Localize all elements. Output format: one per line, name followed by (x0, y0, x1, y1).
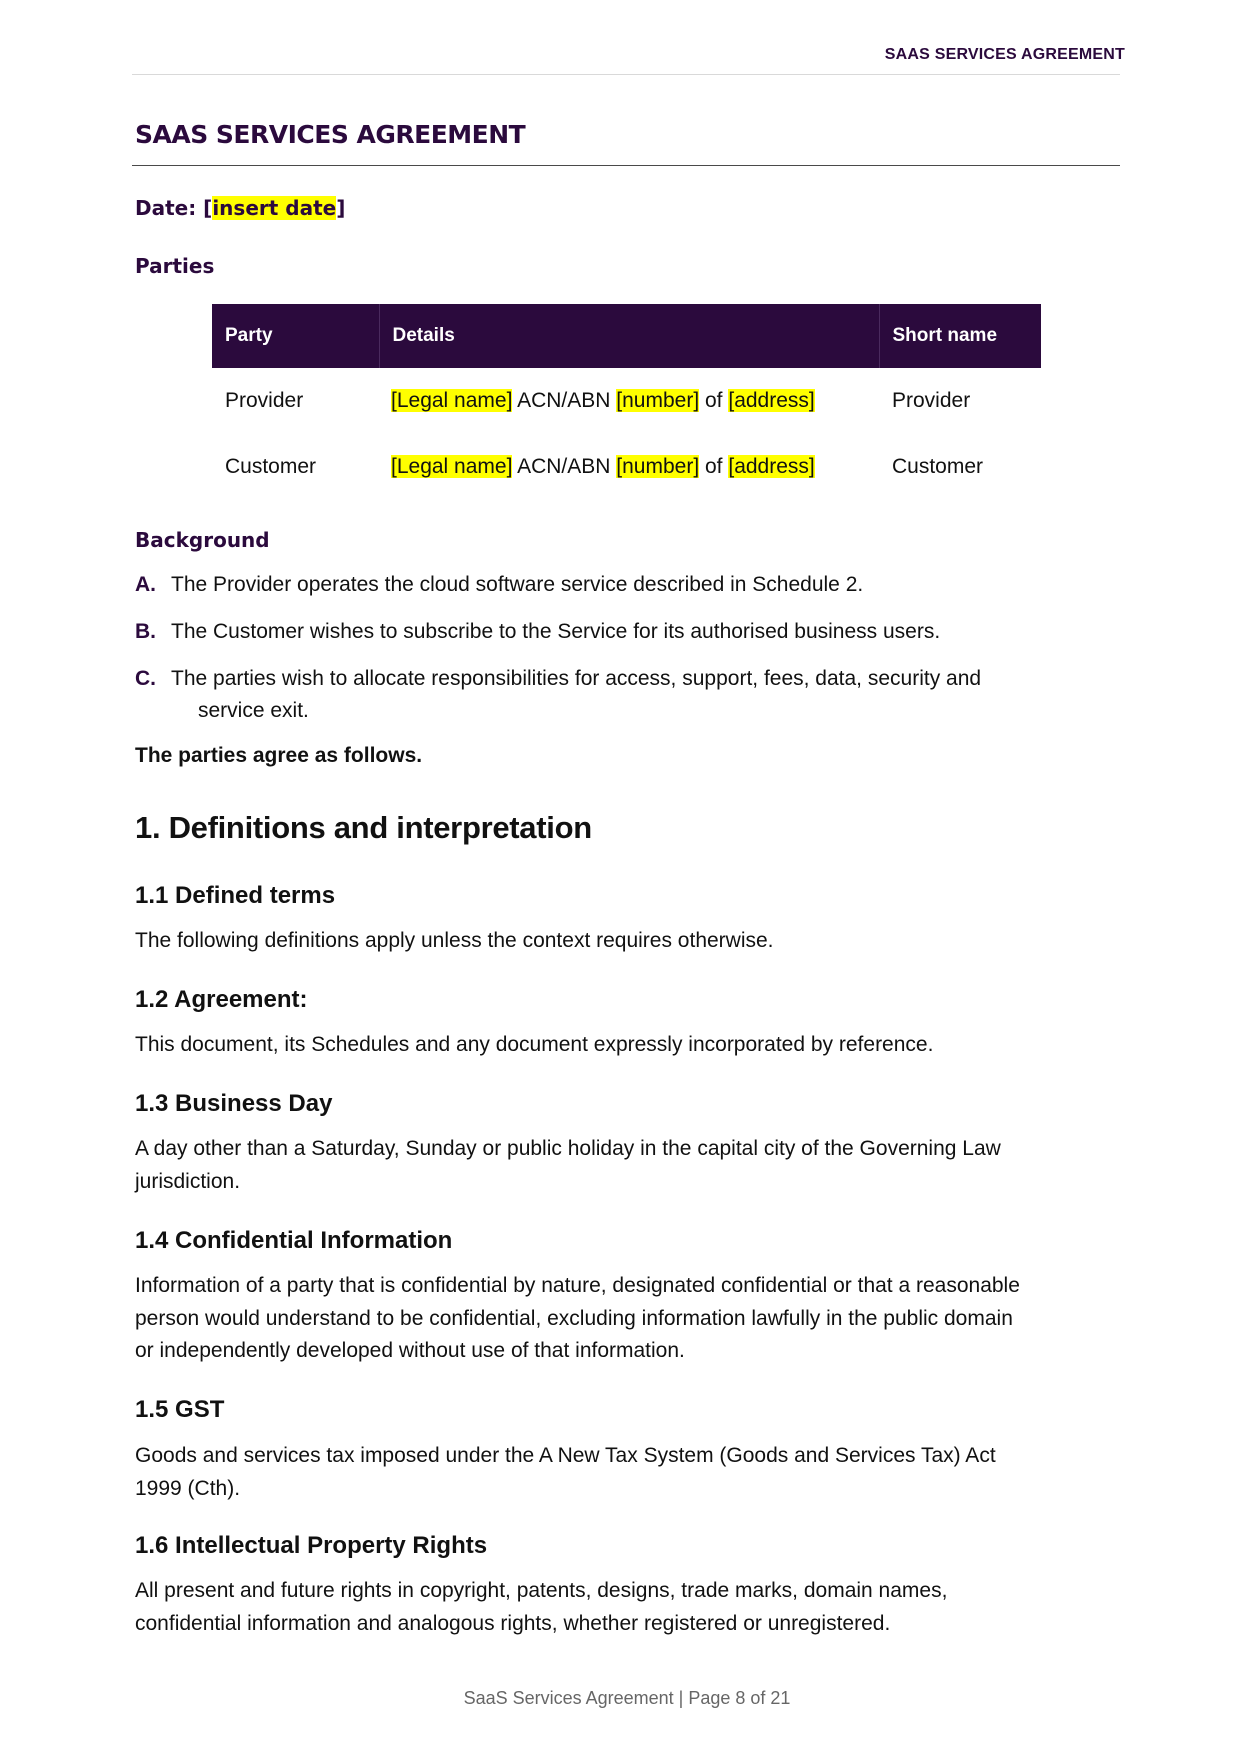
parties-heading: Parties (135, 254, 215, 278)
agreement-intro: The parties agree as follows. (135, 744, 423, 767)
clause-heading: 1.2 Agreement: (135, 986, 308, 1013)
clause-line: The following definitions apply unless the context requires otherwise. (135, 929, 774, 952)
clause-heading: 1.1 Defined terms (135, 882, 336, 909)
running-header: SAAS SERVICES AGREEMENT (884, 46, 1125, 63)
parties-table (212, 304, 1041, 500)
recital-letter: C. (135, 667, 156, 690)
recital-item (135, 569, 1095, 601)
clause-line: Goods and services tax imposed under the A New Tax System (Goods and Services Tax) Act (135, 1444, 996, 1467)
party-cell: Customer (225, 455, 317, 478)
recital-letter: B. (135, 620, 156, 643)
column-header-details: Details (379, 304, 879, 368)
table-header-row (212, 304, 1041, 368)
legal-name-placeholder: [Legal name] (391, 389, 513, 412)
of-label: of (699, 455, 729, 478)
party-cell: Provider (225, 389, 304, 412)
background-heading: Background (135, 528, 270, 552)
clause-body (135, 1575, 1125, 1640)
details-cell (379, 434, 879, 500)
recital-text: The parties wish to allocate responsibilities for access, support, fees, data, security and (171, 667, 982, 690)
clause-heading: 1.5 GST (135, 1396, 225, 1423)
clause-line: jurisdiction. (135, 1169, 241, 1193)
clause-body (135, 1270, 1125, 1368)
short-name-cell: Provider (892, 389, 971, 412)
clause-line: This document, its Schedules and any document expressly incorporated by reference. (135, 1033, 934, 1056)
clause-line: A day other than a Saturday, Sunday or public holiday in the capital city of the Governing Law (135, 1137, 1001, 1160)
clause-line: 1999 (Cth). (135, 1476, 241, 1500)
date-line (135, 196, 345, 220)
date-placeholder: insert date (212, 196, 337, 220)
clause-line: person would understand to be confidential, excluding information lawfully in the public domain (135, 1306, 1013, 1330)
clause-line: confidential information and analogous rights, whether registered or unregistered. (135, 1611, 891, 1635)
details-cell (379, 368, 879, 434)
address-placeholder: [address] (728, 455, 815, 478)
document-title: SAAS SERVICES AGREEMENT (135, 120, 526, 149)
of-label: of (699, 389, 729, 412)
clause-body (135, 1133, 1125, 1198)
address-placeholder: [address] (728, 389, 815, 412)
column-header-short-name: Short name (879, 304, 1041, 368)
recital-letter: A. (135, 573, 156, 596)
section-heading: 1. Definitions and interpretation (135, 810, 592, 845)
table-row (212, 434, 1041, 500)
clause-line: Information of a party that is confidential by nature, designated confidential or that a reasonable (135, 1274, 1020, 1297)
clause-body (135, 1440, 1125, 1505)
column-header-party: Party (212, 304, 379, 368)
legal-name-placeholder: [Legal name] (391, 455, 513, 478)
table-row (212, 368, 1041, 434)
recital-text: The Customer wishes to subscribe to the Service for its authorised business users. (171, 620, 941, 643)
date-close-bracket: ] (336, 196, 346, 220)
title-divider (132, 165, 1120, 166)
acn-label: ACN/ABN (512, 389, 617, 412)
clause-body (135, 925, 1125, 958)
clause-heading: 1.6 Intellectual Property Rights (135, 1532, 488, 1559)
number-placeholder: [number] (616, 455, 700, 478)
page-footer: SaaS Services Agreement | Page 8 of 21 (463, 1688, 791, 1708)
clause-line: or independently developed without use of that information. (135, 1339, 685, 1362)
header-divider (132, 74, 1120, 75)
recital-item (135, 616, 1095, 648)
acn-label: ACN/ABN (512, 455, 617, 478)
recital-item (135, 663, 1095, 727)
clause-body (135, 1029, 1125, 1062)
short-name-cell: Customer (892, 455, 984, 478)
clause-heading: 1.3 Business Day (135, 1090, 333, 1117)
clause-heading: 1.4 Confidential Information (135, 1227, 453, 1254)
clause-line: All present and future rights in copyright, patents, designs, trade marks, domain names, (135, 1579, 948, 1602)
date-label: Date: [ (135, 196, 213, 220)
recital-text-continued: service exit. (198, 699, 309, 722)
recital-text: The Provider operates the cloud software service described in Schedule 2. (171, 573, 864, 596)
number-placeholder: [number] (616, 389, 700, 412)
